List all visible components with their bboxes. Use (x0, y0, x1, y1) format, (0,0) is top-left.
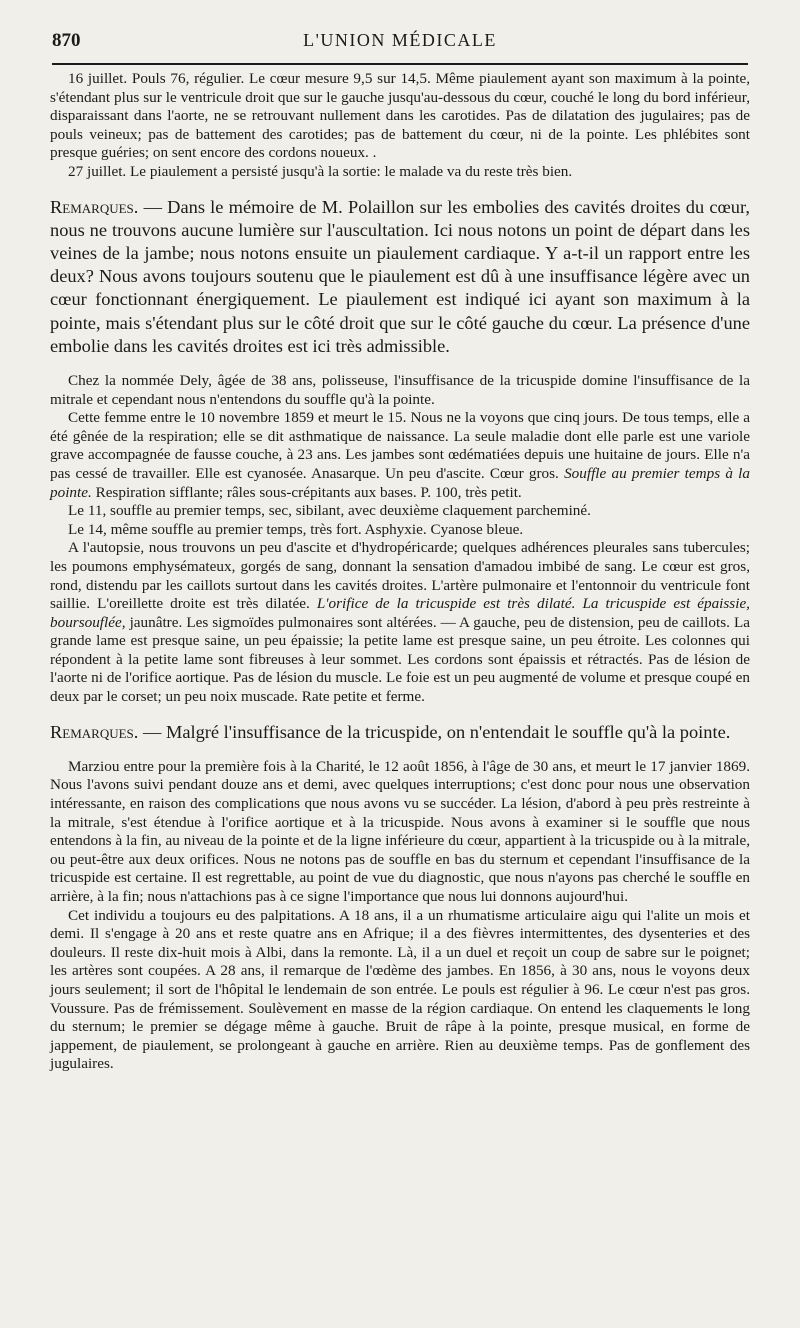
history-text-b: Respiration sifflante; râles sous-crépitants aux bases. P. 100, très petit. (91, 483, 522, 501)
header-rule (52, 63, 748, 65)
paragraph-palpitations: Cet individu a toujours eu des palpitations. A 18 ans, il a un rhumatisme articulaire aigu qui l'alite un mois et demi. Il s'engage à 20 ans et reste quatre ans en Afrique; il a des fièvres intermittentes, des dysenteries et des douleurs. Il reste dix-huit mois à Albi, dans la remonte. Là, il a un duel et reçoit un coup de sabre sur le poignet; les artères sont coupées. A 28 ans, il remarque de l'œdème des jambes. En 1856, à 30 ans, nous le voyons deux jours seulement; il sort de l'hôpital le lendemain de son entrée. Le pouls est régulier à 96. Le cœur n'est pas gros. Voussure. Pas de frémissement. Soulèvement en masse de la région cardiaque. On entend les claquements le long du sternum; le premier se dégage même à gauche. Bruit de râpe à la pointe, presque musical, en forme de jappement, de piaulement, se prolongeant à gauche en arrière. Rien au deuxième temps. Pas de gonflement des jugulaires. (50, 906, 750, 1073)
body-text (50, 70, 750, 1074)
paragraph-le-14: Le 14, même souffle au premier temps, très fort. Asphyxie. Cyanose bleue. (68, 520, 524, 538)
autopsie-text-b: jaunâtre. Les sigmoïdes pulmonaires sont altérées. — A gauche, peu de distension, peu de caillots. La grande lame est presque saine, un peu épaissie; la petite lame est presque saine, un peu étroite. Les colonnes qui répondent à la petite lame sont fibreuses à leur sommet. Les cordons sont épaissis et rétractés. Pas de lésion de l'aorte ni de l'orifice aortique. Pas de lésion du muscle. Le foie est un peu augmenté de volume et presque coupé en deux par le corset; un peu noix muscade. Rate petite et ferme. (50, 613, 750, 706)
paragraph-le-11: Le 11, souffle au premier temps, sec, sibilant, avec deuxième claquement parcheminé. (68, 502, 591, 520)
running-title: L'UNION MÉDICALE (303, 30, 497, 50)
history-text-a: Cette femme entre le 10 novembre 1859 et meurt le 15. Nous ne la voyons que cinq jours. De tous temps, elle a été gênée de la respiration; elle se dit asthmatique de naissance. La seule maladie dont elle parle est une variole grave accompagnée de fausse couche, à 23 ans. Les jambes sont œdématiées depuis une huitaine de jours. Elle n'a pas cessé de travailler. Elle est cyanosée. Anasarque. Un peu d'ascite. Cœur gros. (50, 409, 750, 482)
remarques-text-2: — Malgré l'insuffisance de la tricuspide, on n'entendait le souffle qu'à la pointe. (138, 721, 731, 742)
paragraph-marziou: Marziou entre pour la première fois à la Charité, le 12 août 1856, à l'âge de 30 ans, et meurt le 17 janvier 1869. Nous l'avons suivi pendant douze ans et demi, avec quelques interruptions; c'est donc pour nous une observation intéressante, en raison des complications que nous avons vu se succéder. La lésion, d'abord à peu près restreinte à la mitrale, s'est étendue à l'orifice aortique et à la tricuspide. Nous avons à examiner si le souffle que nous entendons à la fin, au niveau de la pointe et de la ligne inférieure du cœur, appartient à la tricuspide ou à la mitrale, ou peut-être aux deux orifices. Nous ne notons pas de souffle en bas du sternum et cependant l'insuffisance de la tricuspide est certaine. Il est regrettable, au point de vue du diagnostic, que nous n'ayons pas cherché le souffle en arrière, à la fin; nous n'attachions pas à ce signe l'importance que nous lui donnons aujourd'hui. (50, 757, 750, 906)
page-number: 870 (52, 30, 81, 51)
paragraph-27-juillet: 27 juillet. Le piaulement a persisté jusqu'à la sortie: le malade va du reste très bien. (68, 162, 573, 180)
paragraph-16-juillet: 16 juillet. Pouls 76, régulier. Le cœur mesure 9,5 sur 14,5. Même piaulement ayant son maximum à la pointe, s'étendant plus sur le ventricule droit que sur le gauche jusqu'au-dessous du cœur, couché le long du bord inférieur, disparaissant dans l'aorte, ne se retrouvant nullement dans les carotides. Pas de dilatation des jugulaires; pas de pouls veineux; pas de battement des carotides; pas de battement du cœur, ni de la pointe. Les phlébites sont presque guéries; on sent encore des cordons noueux. . (50, 70, 750, 162)
paragraph-dely-intro: Chez la nommée Dely, âgée de 38 ans, polisseuse, l'insuffisance de la tricuspide domine l'insuffisance de la mitrale et cependant nous n'entendons du souffle qu'à la pointe. (50, 371, 750, 408)
autopsie-italic: L'orifice de la tricuspide est très dilaté. La tricuspide est épaissie, boursouflée, (50, 595, 750, 631)
history-italic: Souffle au premier temps à la pointe. (50, 464, 750, 501)
remarques-paragraph-1 (50, 196, 750, 358)
remarques-label: Remarques. (50, 196, 139, 217)
autopsie-text-a: A l'autopsie, nous trouvons un peu d'ascite et d'hydropéricarde; quelques adhérences pleurales sans tubercules; les poumons emphysémateux, gorgés de sang, donnant la sensation d'amadou imbibé de sang. Le cœur est gros, rond, distendu par les caillots surtout dans les cavités droites. L'artère pulmonaire et l'entonnoir du ventricule font saillie. L'oreillette droite est très dilatée. (50, 539, 750, 613)
page-header (52, 30, 748, 60)
remarques-text: — Dans le mémoire de M. Polaillon sur les embolies des cavités droites du cœur, nous ne trouvons aucune lumière sur l'auscultation. Ici nous notons un point de départ dans les veines de la jambe; nous notons ensuite un piaulement cardiaque. Y a-t-il un rapport entre les deux? Nous avons toujours soutenu que le piaulement est dû à une insuffisance légère avec un cœur fonctionnant énergiquement. Le piaulement est indiqué ici ayant son maximum à la pointe, mais s'étendant plus sur le côté droit que sur le côté gauche du cœur. La présence d'une embolie dans les cavités droites est ici très admissible. (50, 196, 750, 356)
paragraph-dely-history (50, 409, 750, 502)
paragraph-autopsie (50, 539, 750, 706)
remarques-label-2: Remarques. (50, 721, 139, 742)
remarques-paragraph-2 (50, 721, 750, 744)
